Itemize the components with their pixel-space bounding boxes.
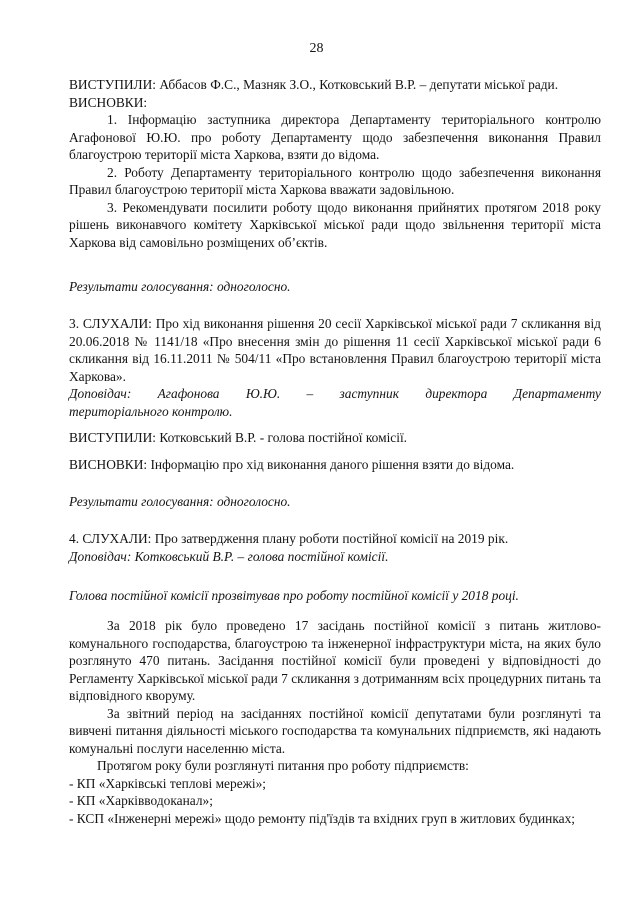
speakers-paragraph [69, 76, 601, 94]
reporter-word-1: Доповідач: [69, 386, 132, 401]
item-3-reporter-line [69, 385, 601, 403]
reporter-word-4: – [306, 386, 314, 401]
item-3-heard: 3. СЛУХАЛИ: Про хід виконання рішення 20 сесії Харківської міської ради 7 скликання від 20.06.2018 № 1141/18 «Про внесення змін до рішення 11 сесії Харківської міської ради 6 скликання від 16.11.2011 № 504/11 «Про встановлення Правил благоустрою території міста Харкова». [69, 316, 601, 384]
report-paragraph-1: За 2018 рік було проведено 17 засідань постійної комісії з питань житлово-комунального господарства, благоустрою та інженерної інфраструктури міста, на яких було розглянуто 470 питань. Засідання постійної комісії були проведені у відповідності до Регламенту Харківської міської ради 7 скликання з дотриманням всіх процедурних питань та відповідного кворуму. [69, 618, 601, 703]
item-3-block [69, 315, 601, 420]
item-3-reporter-tail: територіального контролю. [69, 403, 233, 419]
reporter-word-2: Агафонова [157, 386, 220, 401]
speakers-text: Аббасов Ф.С., Мазняк З.О., Котковський В.Р. – депутати міської ради. [156, 77, 559, 92]
enterprise-list-item-1: - КП «Харківські теплові мережі»; [69, 775, 267, 791]
reporter-word-5: заступник [339, 386, 399, 401]
item-3-speakers: ВИСТУПИЛИ: Котковський В.Р. - голова постійної комісії. [69, 430, 408, 445]
item-4-heard: 4. СЛУХАЛИ: Про затвердження плану роботи постійної комісії на 2019 рік. [69, 531, 509, 546]
reporter-word-3: Ю.Ю. [245, 386, 281, 401]
reporter-word-6: директора [425, 386, 488, 401]
item-4-block [69, 530, 601, 565]
conclusion-item-3: 3. Рекомендувати посилити роботу щодо виконання прийнятих протягом 2018 року рішень виконавчого комітету Харківської міської ради щодо звільнення території міста Харкова від самовільно розміщених об’єктів. [69, 199, 601, 250]
item-3-conclusions: ВИСНОВКИ: Інформацію про хід виконання даного рішення взяти до відома. [69, 457, 515, 472]
item-4-reporter: Доповідач: Котковський В.Р. – голова постійної комісії. [69, 548, 389, 564]
enterprise-list-item-3: - КСП «Інженерні мережі» щодо ремонту під'їздів та вхідних груп в житлових будинках; [69, 810, 575, 826]
vote-result-3: Результати голосування: одноголосно. [69, 494, 291, 509]
speakers-block [69, 76, 601, 251]
conclusion-item-2: 2. Роботу Департаменту територіального контролю щодо забезпечення виконання Правил благоустрою території міста Харкова вважати задовільною. [69, 164, 601, 197]
report-body [69, 617, 601, 827]
reporter-word-7: Департаменту [513, 386, 601, 401]
page-number: 28 [309, 41, 324, 56]
report-paragraph-2: За звітний період на засіданнях постійної комісії депутатами були розглянуті та вивчені питання діяльності міського господарства та комунальних підприємств, які надають комунальні послуги населенню міста. [69, 705, 601, 756]
vote-result-a: Результати голосування: одноголосно. [69, 279, 291, 294]
speakers-label: ВИСТУПИЛИ: [69, 77, 157, 92]
report-heading: Голова постійної комісії прозвітував про роботу постійної комісії у 2018 році. [69, 588, 519, 603]
conclusions-label: ВИСНОВКИ: [69, 94, 148, 110]
report-paragraph-3: Протягом року були розглянуті питання про роботу підприємств: [97, 758, 469, 773]
enterprise-list-item-2: - КП «Харківводоканал»; [69, 793, 213, 808]
conclusion-item-1: 1. Інформацію заступника директора Департаменту територіального контролю Агафонової Ю.Ю. про роботу Департаменту щодо забезпечення виконання Правил благоустрою території міста Харкова, взяти до відома. [69, 112, 601, 162]
